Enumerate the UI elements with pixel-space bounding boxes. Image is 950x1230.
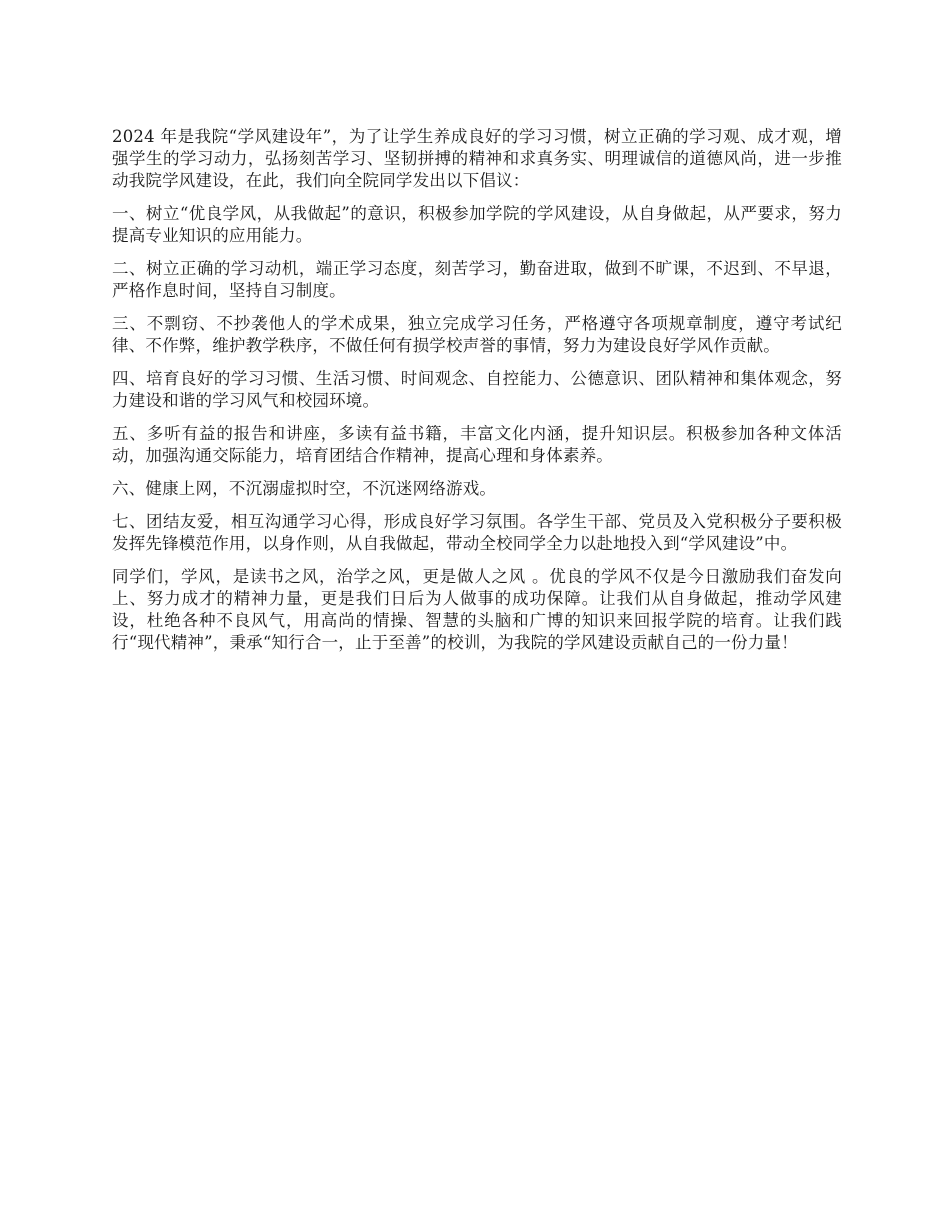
proposal-item-7: 七、团结友爱，相互沟通学习心得，形成良好学习氛围。各学生干部、党员及入党积极分子要积极发挥先锋模范作用，以身作则，从自我做起，带动全校同学全力以赴地投入到“学风建设”中。 [112,512,842,553]
proposal-item-4: 四、培育良好的学习习惯、生活习惯、时间观念、自控能力、公德意识、团队精神和集体观念，努力建设和谐的学习风气和校园环境。 [112,369,842,410]
proposal-item-6: 六、健康上网，不沉溺虚拟时空，不沉迷网络游戏。 [112,479,497,498]
proposal-item-5: 五、多听有益的报告和讲座，多读有益书籍，丰富文化内涵，提升知识层。积极参加各种文体活动，加强沟通交际能力，培育团结合作精神，提高心理和身体素养。 [112,424,842,465]
document-body [112,126,842,665]
proposal-item-2: 二、树立正确的学习动机，端正学习态度，刻苦学习，勤奋进取，做到不旷课，不迟到、不早退，严格作息时间，坚持自习制度。 [112,259,842,300]
proposal-item-1: 一、树立“优良学风，从我做起”的意识，积极参加学院的学风建设，从自身做起，从严要求，努力提高专业知识的应用能力。 [112,204,842,245]
intro-paragraph: 2024 年是我院“学风建设年”，为了让学生养成良好的学习习惯，树立正确的学习观、成才观，增强学生的学习动力，弘扬刻苦学习、坚韧拼搏的精神和求真务实、明理诚信的道德风尚，进一步推动我院学风建设，在此，我们向全院同学发出以下倡议： [112,127,842,190]
closing-paragraph: 同学们，学风，是读书之风，治学之风，更是做人之风 。优良的学风不仅是今日激励我们奋发向上、努力成才的精神力量，更是我们日后为人做事的成功保障。让我们从自身做起，推动学风建设，杜绝各种不良风气，用高尚的情操、智慧的头脑和广博的知识来回报学院的培育。让我们践行“现代精神”，秉承“知行合一，止于至善”的校训，为我院的学风建设贡献自己的一份力量！ [112,567,842,652]
proposal-item-3: 三、不剽窃、不抄袭他人的学术成果，独立完成学习任务，严格遵守各项规章制度，遵守考试纪律、不作弊，维护教学秩序，不做任何有损学校声誉的事情，努力为建设良好学风作贡献。 [112,314,842,355]
